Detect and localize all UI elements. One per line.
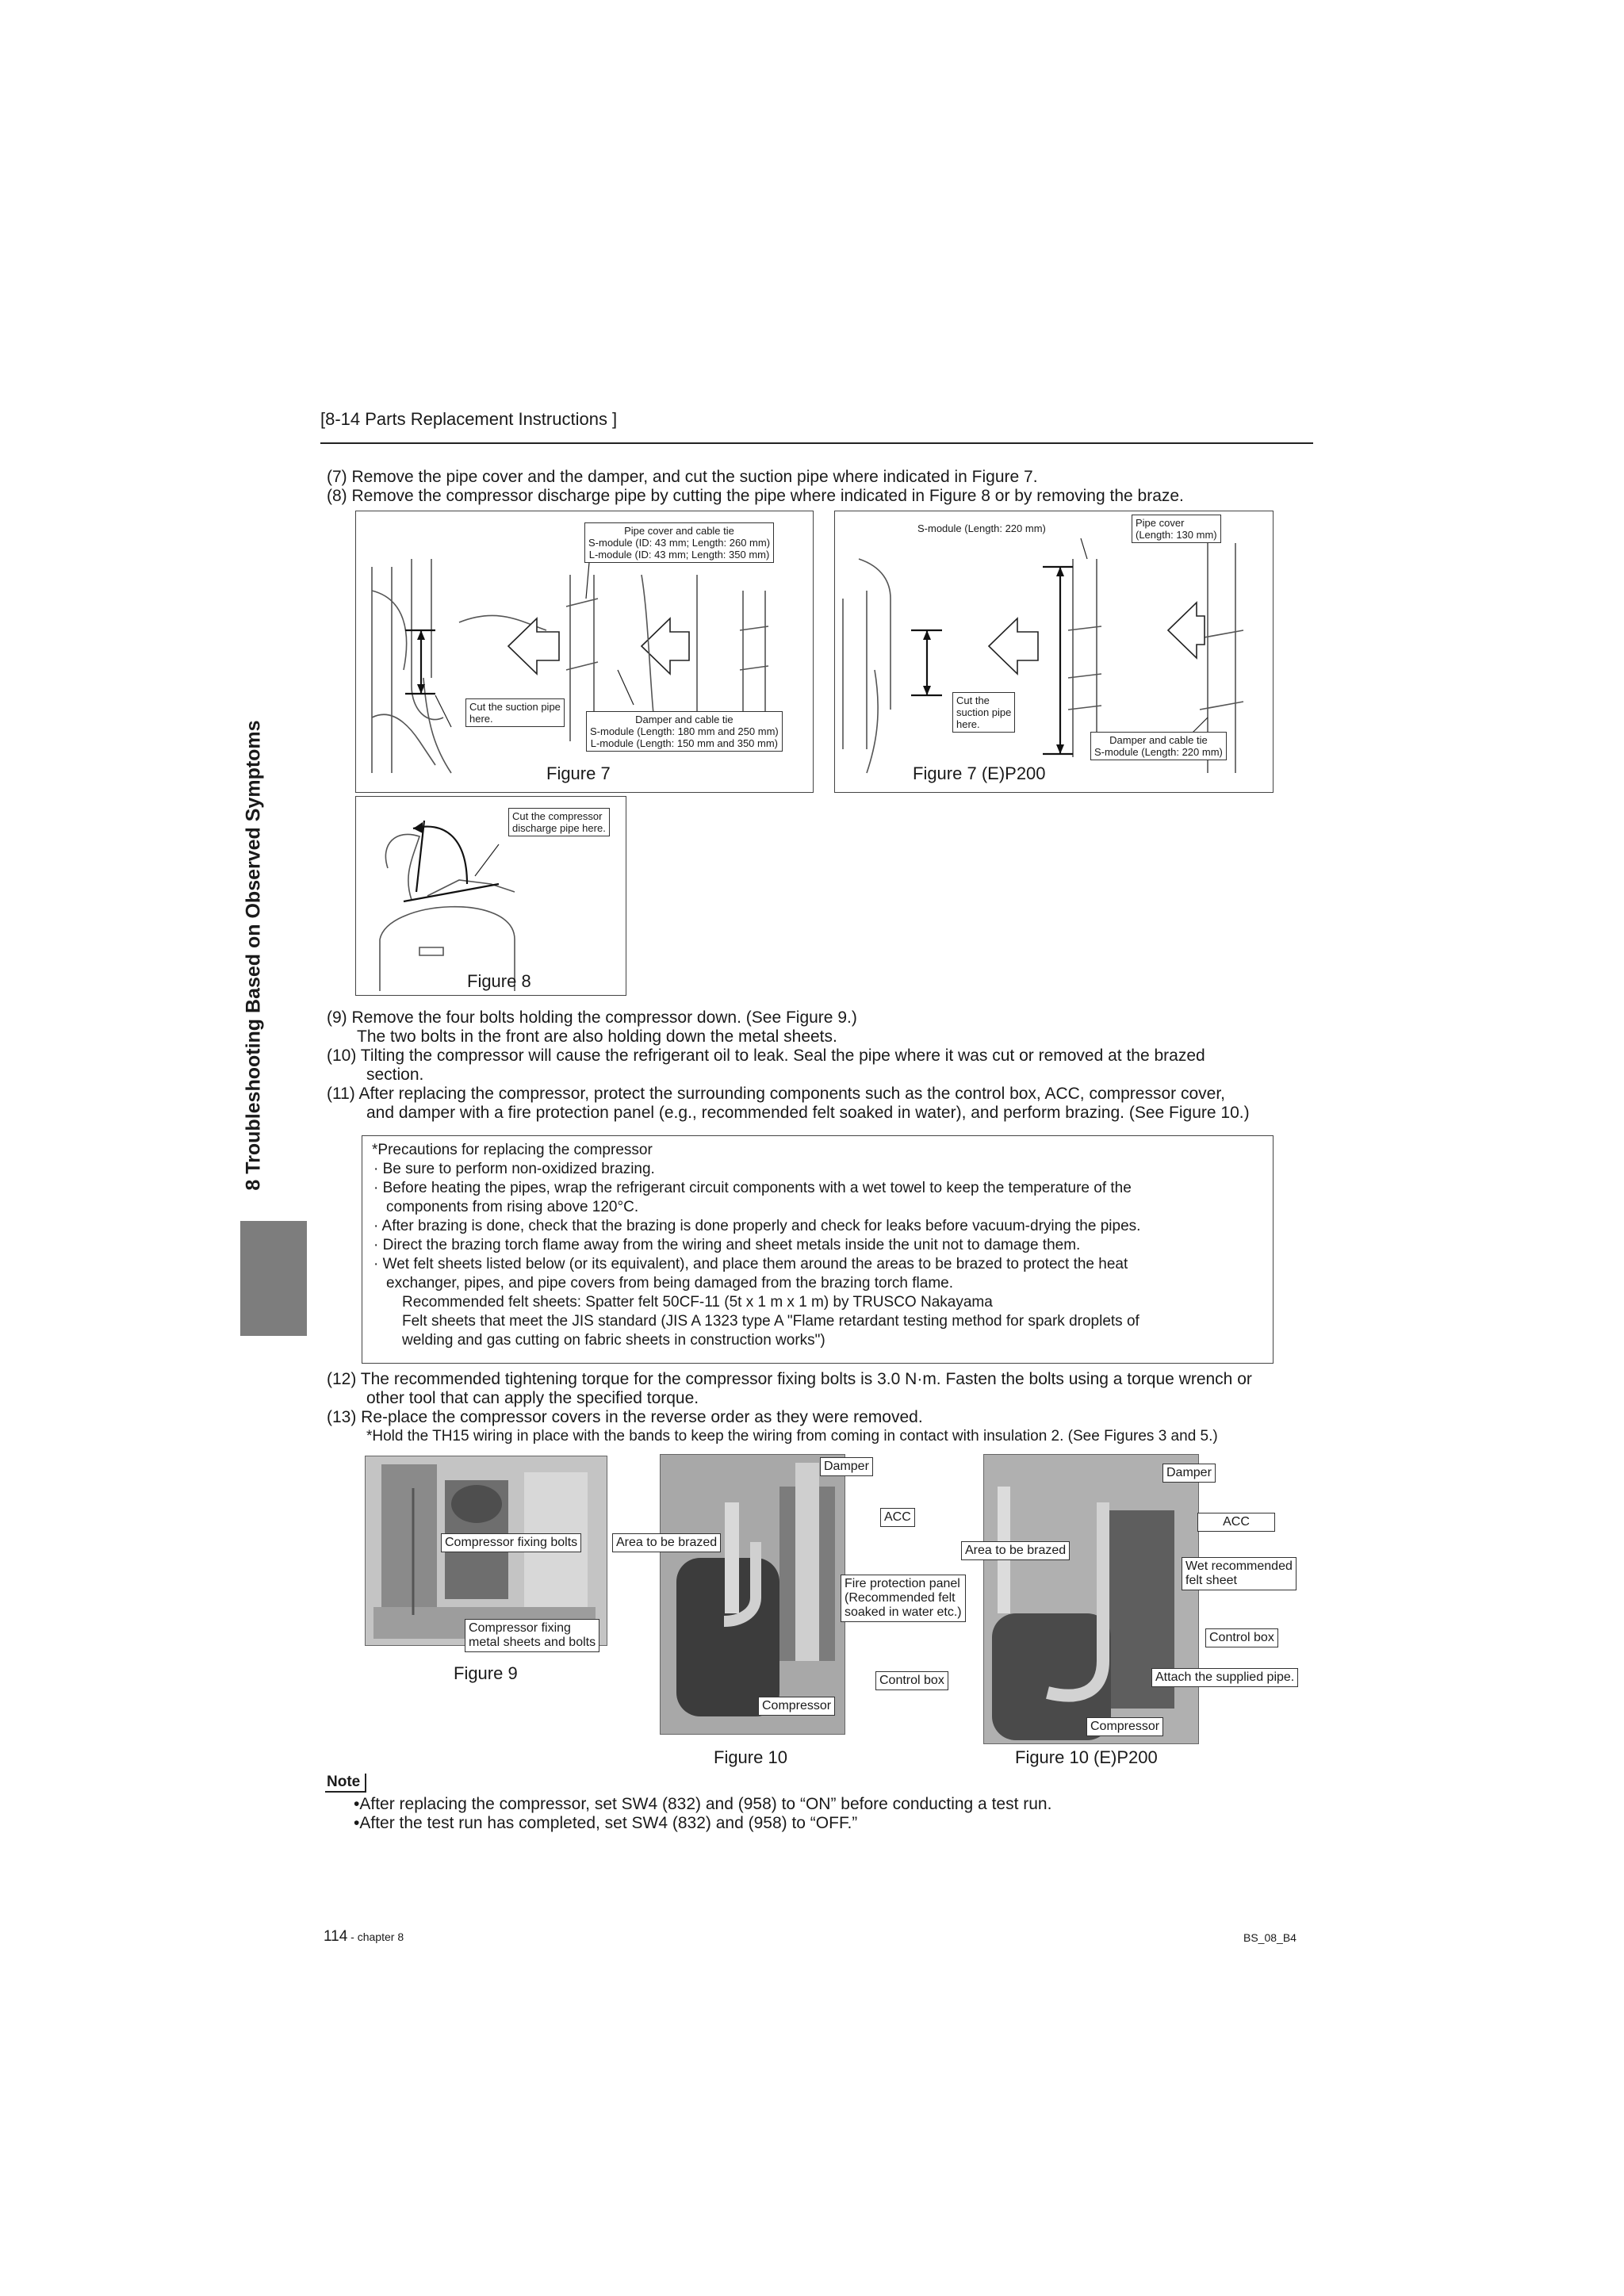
figure-10e-photo bbox=[983, 1454, 1199, 1744]
chapter-label: - chapter 8 bbox=[347, 1931, 404, 1943]
precaution-item: Felt sheets that meet the JIS standard (JIS A 1323 type A "Flame retardant testing method for spark droplets of bbox=[402, 1313, 1139, 1330]
step-8: (8) Remove the compressor discharge pipe by cutting the pipe where indicated in Figure 8 or by removing the braze. bbox=[327, 487, 1184, 505]
precaution-item: components from rising above 120°C. bbox=[386, 1199, 639, 1215]
figure-10-photo bbox=[660, 1454, 845, 1735]
figure-10e-drawing bbox=[984, 1455, 1198, 1743]
step-10: (10) Tilting the compressor will cause the refrigerant oil to leak. Seal the pipe where it was cut or removed at the brazed bbox=[327, 1047, 1205, 1065]
precaution-item: Recommended felt sheets: Spatter felt 50CF-11 (5t x 1 m x 1 m) by TRUSCO Nakayama bbox=[402, 1294, 993, 1311]
figure-10e-wet-felt: Wet recommended felt sheet bbox=[1182, 1557, 1297, 1590]
precaution-item: welding and gas cutting on fabric sheets in construction works") bbox=[402, 1332, 825, 1349]
precaution-item: · Be sure to perform non-oxidized brazing. bbox=[373, 1161, 655, 1177]
step-11-detail: and damper with a fire protection panel (e.g., recommended felt soaked in water), and perform brazing. (See Figure 10.) bbox=[366, 1104, 1250, 1122]
figure-10e-area: Area to be brazed bbox=[961, 1541, 1070, 1560]
figure-7-callout-cut: Cut the suction pipe here. bbox=[465, 698, 565, 727]
figure-10e-compressor: Compressor bbox=[1086, 1717, 1163, 1736]
figure-8 bbox=[355, 796, 626, 996]
figure-10-fire-panel: Fire protection panel (Recommended felt soaked in water etc.) bbox=[841, 1575, 966, 1622]
step-12: (12) The recommended tightening torque for the compressor fixing bolts is 3.0 N·m. Fasten the bolts using a torque wrench or bbox=[327, 1370, 1252, 1388]
figure-8-caption: Figure 8 bbox=[467, 971, 531, 991]
figure-10-damper: Damper bbox=[820, 1457, 873, 1476]
doc-code: BS_08_B4 bbox=[1243, 1931, 1297, 1944]
figure-7e-callout-smodule: S-module (Length: 220 mm) bbox=[917, 522, 1046, 534]
figure-7-caption: Figure 7 bbox=[546, 763, 611, 783]
figure-7-ep200 bbox=[834, 511, 1274, 793]
figure-7e-callout-pipe-cover: Pipe cover (Length: 130 mm) bbox=[1132, 515, 1221, 543]
figure-10-drawing bbox=[661, 1455, 845, 1734]
figure-10-control-box: Control box bbox=[875, 1671, 948, 1690]
step-9-detail: The two bolts in the front are also holding down the metal sheets. bbox=[357, 1027, 837, 1046]
figure-10e-acc: ACC bbox=[1197, 1513, 1275, 1532]
step-13: (13) Re-place the compressor covers in the reverse order as they were removed. bbox=[327, 1408, 923, 1426]
figure-7-callout-damper: Damper and cable tie S-module (Length: 180 mm and 250 mm) L-module (Length: 150 mm and 350 mm) bbox=[586, 711, 783, 752]
precaution-item: · Wet felt sheets listed below (or its equivalent), and place them around the areas to be brazed to protect the heat bbox=[373, 1256, 1128, 1272]
step-11: (11) After replacing the compressor, protect the surrounding components such as the control box, ACC, compressor cover, bbox=[327, 1085, 1226, 1103]
note-item-2: •After the test run has completed, set SW4 (832) and (958) to “OFF.” bbox=[354, 1814, 858, 1832]
figure-10-compressor: Compressor bbox=[758, 1697, 835, 1716]
precaution-item: · Before heating the pipes, wrap the refrigerant circuit components with a wet towel to keep the temperature of the bbox=[373, 1180, 1132, 1196]
figure-7 bbox=[355, 511, 814, 793]
step-9: (9) Remove the four bolts holding the compressor down. (See Figure 9.) bbox=[327, 1008, 857, 1027]
header-rule bbox=[320, 442, 1313, 444]
note-label: Note bbox=[325, 1774, 366, 1793]
step-10-detail: section. bbox=[366, 1066, 424, 1084]
figure-7e-callout-damper: Damper and cable tie S-module (Length: 220 mm) bbox=[1090, 732, 1227, 760]
precaution-item: exchanger, pipes, and pipe covers from being damaged from the brazing torch flame. bbox=[386, 1275, 954, 1292]
figure-8-callout: Cut the compressor discharge pipe here. bbox=[508, 808, 610, 836]
figure-10e-damper: Damper bbox=[1162, 1464, 1216, 1483]
chapter-sidebar-title: 8 Troubleshooting Based on Observed Symptoms bbox=[242, 720, 265, 1191]
figure-10e-control-box: Control box bbox=[1205, 1628, 1278, 1647]
step-12-detail: other tool that can apply the specified torque. bbox=[366, 1389, 699, 1407]
chapter-tab bbox=[240, 1221, 307, 1336]
precaution-item: · After brazing is done, check that the brazing is done properly and check for leaks before vacuum-drying the pipes. bbox=[373, 1218, 1141, 1234]
figure-7e-callout-cut: Cut the suction pipe here. bbox=[952, 692, 1015, 733]
figure-10e-attach: Attach the supplied pipe. bbox=[1151, 1668, 1298, 1687]
precautions-box bbox=[362, 1135, 1274, 1364]
precaution-item: · Direct the brazing torch flame away from the wiring and sheet metals inside the unit not to damage them. bbox=[373, 1237, 1081, 1253]
figure-10-area: Area to be brazed bbox=[612, 1533, 721, 1552]
note-item-1: •After replacing the compressor, set SW4 (832) and (958) to “ON” before conducting a test run. bbox=[354, 1795, 1052, 1813]
figure-7e-caption: Figure 7 (E)P200 bbox=[913, 763, 1046, 783]
page-number: 114 bbox=[324, 1928, 348, 1945]
figure-9-caption: Figure 9 bbox=[454, 1663, 518, 1683]
figure-9-callout-bolts: Compressor fixing bolts bbox=[441, 1533, 581, 1552]
figure-10-caption: Figure 10 bbox=[714, 1747, 787, 1767]
page-footer-left bbox=[324, 1928, 404, 1946]
figure-9-callout-sheets: Compressor fixing metal sheets and bolts bbox=[465, 1619, 599, 1652]
figure-10e-caption: Figure 10 (E)P200 bbox=[1015, 1747, 1158, 1767]
step-13-detail: *Hold the TH15 wiring in place with the bands to keep the wiring from coming in contact with insulation 2. (See Figures 3 and 5.) bbox=[366, 1428, 1218, 1445]
section-header: [8-14 Parts Replacement Instructions ] bbox=[320, 409, 618, 429]
precautions-title: *Precautions for replacing the compressor bbox=[372, 1142, 653, 1158]
step-7: (7) Remove the pipe cover and the damper, and cut the suction pipe where indicated in Figure 7. bbox=[327, 468, 1038, 486]
figure-7-callout-pipe-cover: Pipe cover and cable tie S-module (ID: 43 mm; Length: 260 mm) L-module (ID: 43 mm; Length: 350 mm) bbox=[584, 522, 774, 563]
figure-10-acc: ACC bbox=[880, 1508, 915, 1527]
